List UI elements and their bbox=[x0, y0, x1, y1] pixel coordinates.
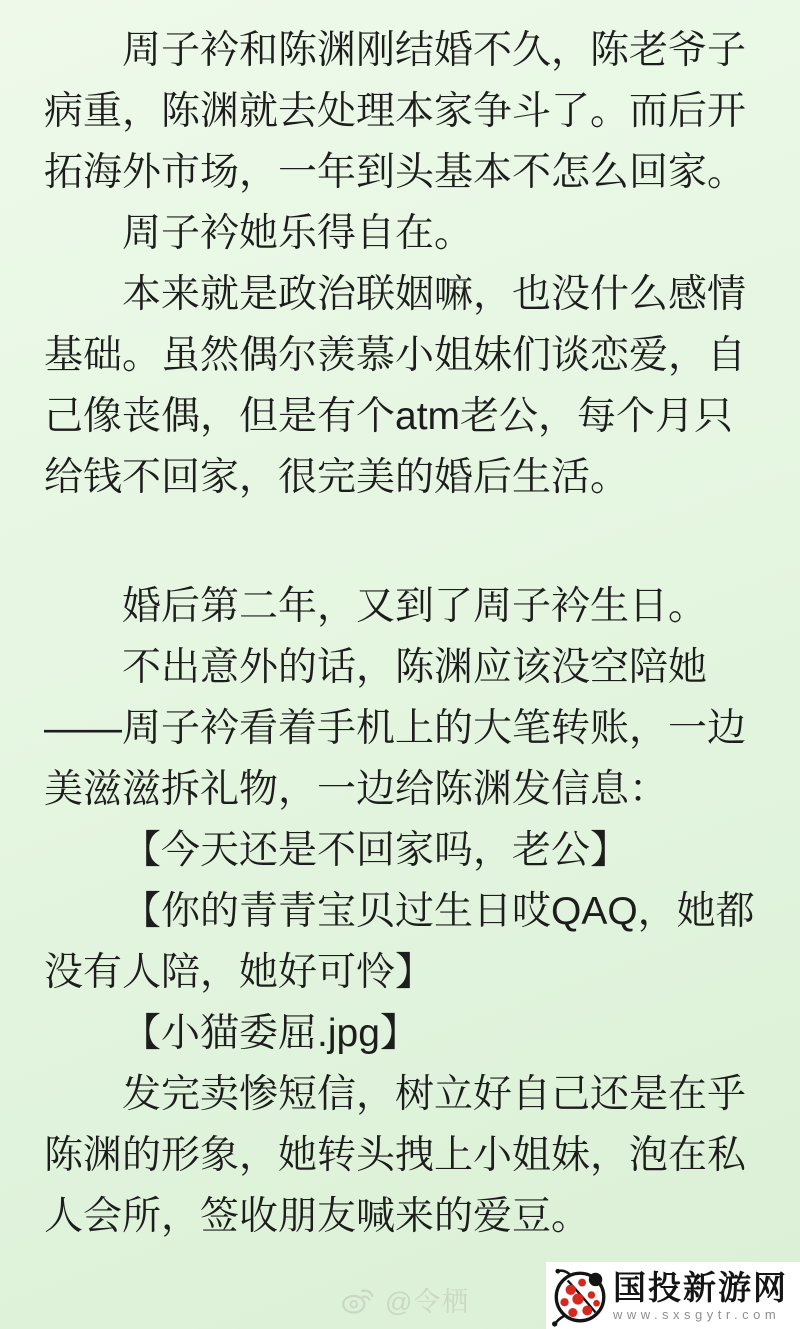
weibo-icon bbox=[340, 1285, 376, 1315]
story-paragraph: 发完卖惨短信，树立好自己还是在乎陈渊的形象，她转头拽上小姐妹，泡在私人会所，签收朋友喊来的爱豆。 bbox=[44, 1073, 747, 1238]
story-paragraph: 【今天还是不回家吗，老公】 bbox=[122, 829, 630, 872]
story-paragraph: 周子衿她乐得自在。 bbox=[122, 212, 474, 255]
story-paragraph: 【你的青青宝贝过生日哎QAQ，她都没有人陪，她好可怜】 bbox=[44, 890, 755, 994]
author-watermark bbox=[340, 1280, 469, 1319]
story-paragraph: 周子衿和陈渊刚结婚不久，陈老爷子病重，陈渊就去处理本家争斗了。而后开拓海外市场，一年到头基本不怎么回家。 bbox=[44, 29, 747, 194]
story-text bbox=[44, 20, 756, 1247]
site-url: www.sxsgytr.com bbox=[613, 1306, 781, 1322]
ladybug-logo-icon bbox=[550, 1265, 608, 1327]
author-handle: @令栖 bbox=[385, 1287, 470, 1317]
site-name: 国投新游网 bbox=[613, 1268, 788, 1306]
story-paragraph: 婚后第二年，又到了周子衿生日。 bbox=[122, 585, 708, 628]
story-paragraph: 【小猫委屈.jpg】 bbox=[122, 1012, 419, 1055]
paragraph-spacer bbox=[44, 508, 756, 576]
site-watermark-badge bbox=[546, 1262, 800, 1329]
story-paragraph: 本来就是政治联姻嘛，也没什么感情基础。虽然偶尔羡慕小姐妹们谈恋爱，自己像丧偶，但是有个atm老公，每个月只给钱不回家，很完美的婚后生活。 bbox=[44, 273, 747, 499]
story-paragraph: 不出意外的话，陈渊应该没空陪她——周子衿看着手机上的大笔转账，一边美滋滋拆礼物，一边给陈渊发信息： bbox=[44, 646, 747, 811]
site-watermark-text bbox=[613, 1270, 788, 1322]
